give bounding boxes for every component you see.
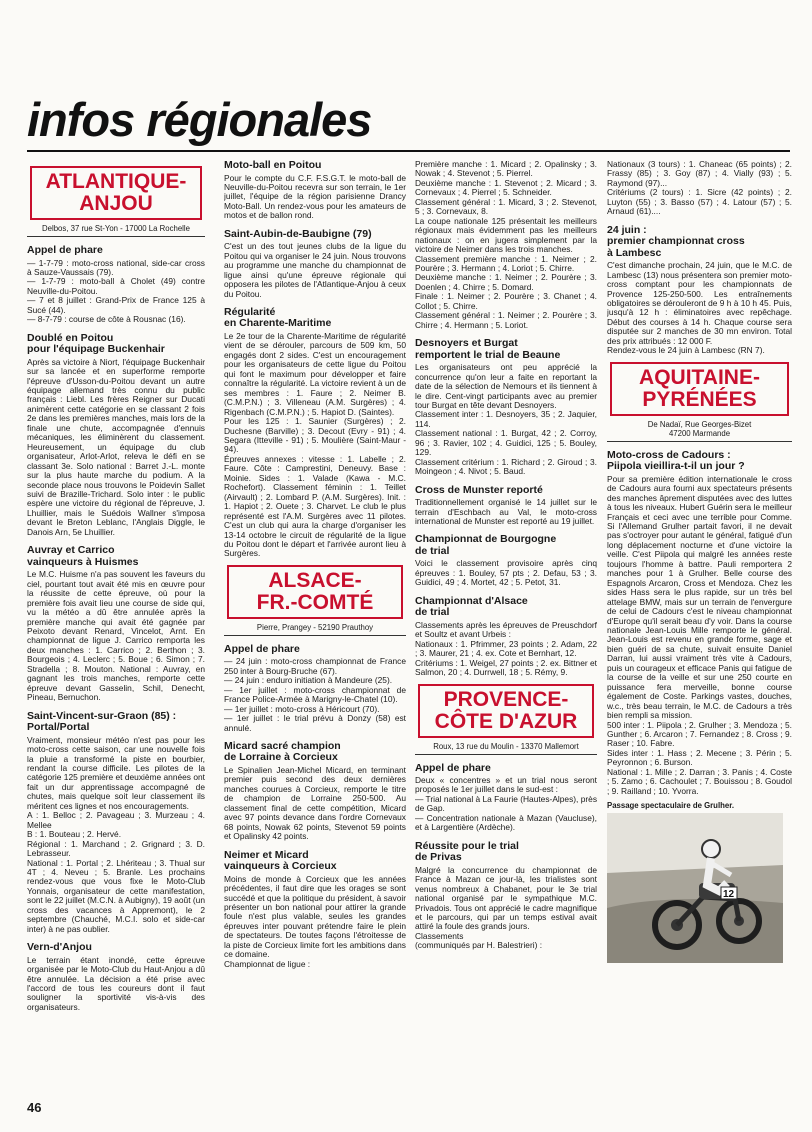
article-body: Traditionnellement organisé le 14 juillet sur le terrain d'Eschbach au Val, le moto-cross international de Munster est reporté au 19 juillet. (415, 497, 597, 526)
page-number: 46 (27, 1100, 42, 1115)
region-header-provence-cote-azur: PROVENCE- CÔTE D'AZUR (418, 684, 594, 738)
article-body: Malgré la concurrence du championnat de France à Mazan ce jour-là, les trialistes sont venus nombreux à Chabanet, pour le 3e trial national organisé par le sympathique M.C. Privadois. Tous ont apprécié le cadre magnifique et le parcours, qui par un temps estival avait attiré la foule des grands jours. Classements (communiqués par H. Balestrieri) : (415, 864, 597, 951)
article-list (415, 763, 597, 951)
article-heading: Micard sacré champion de Lorraine à Corcieux (224, 739, 341, 764)
article-list (607, 160, 792, 356)
article-heading: Vern-d'Anjou (27, 941, 92, 954)
article-body: Pour le compte du C.F. F.S.G.T. le moto-ball de Neuville-du-Poitou recevra sur son terrain, le 1er juillet, l'équipe de la région parisienne Drancy Moto-Ball. Un rendez-vous pour les amateurs de motos et de ballon rond. (224, 172, 406, 221)
article-heading: Moto-cross de Cadours : Piipola vieillira-t-il un jour ? (607, 448, 745, 473)
region-address: Pierre, Prangey - 52190 Prauthoy (224, 623, 406, 636)
article-body: — 1-7-79 : moto-cross national, side-car cross à Sauze-Vaussais (79). — 1-7-79 : moto-ball à Cholet (49) contre Neuville-du-Poitou. — 7 et 8 juillet : Grand-Prix de France 125 à Sucé (44). — 8-7-79 : course de côte à Rousnac (16). (27, 257, 205, 325)
article-heading: Régularité en Charente-Maritime (224, 305, 332, 330)
motocross-photo (607, 813, 783, 963)
article-body: C'est dimanche prochain, 24 juin, que le M.C. de Lambesc (13) nous présentera son premier moto-cross comptant pour les championnats de Provence 125-250-500. Les entraînements obligatoires se dérouleront de 9 h à 10 h 45. Puis, jusqu'à 12 h : éliminatoires avec repêchage. Début des courses à 14 h. Chaque course sera disputée sur 2 manches de 30 mn environ. Total des prix attribués : 12 000 F. Rendez-vous le 24 juin à Lambesc (RN 7). (607, 260, 792, 356)
article-heading: Doublé en Poitou pour l'équipage Buckenhair (27, 331, 165, 356)
column-2 (224, 160, 406, 972)
article-body: Les organisateurs ont peu apprécié la concurrence qu'on leur a faite en reportant la date de la sélection de Nemours et ils tiennent à le dire. Cent-vingt participants avec au premier tour Burgat en tête devant Desnoyers. Classement inter : 1. Desnoyers, 35 ; 2. Jaquier, 114. Classement national : 1. Burgat, 42 ; 2. Corroy, 96 ; 3. Ravier, 102 ; 4. Guidici, 125 ; 5. Bouley, 129. Classement critérium : 1. Richard ; 2. Giroud ; 3. Moingeon ; 4. Nivot ; 5. Baud. (415, 362, 597, 477)
article-list (415, 160, 597, 678)
article-body: — 24 juin : moto-cross championnat de France 250 inter à Bourg-Bruche (67). — 24 juin : enduro initiation à Mandeure (25). — 1er juillet : moto-cross championnat de France Police-Armée à Marigny-le-Chatel (10). — 1er juillet : moto-cross à Héricourt (70). — 1er juillet : le trial prévu à Donzy (58) est annulé. (224, 656, 406, 733)
article-heading: Neimer et Micard vainqueurs à Corcieux (224, 848, 337, 873)
region-address: Roux, 13 rue du Moulin - 13370 Mallemort (415, 742, 597, 755)
article-body: C'est un des tout jeunes clubs de la ligue du Poitou qui va organiser le 24 juin. Nous trouvons au programme une manche du championnat de ligue ainsi qu'une épreuve régionale qui opposera les pilotes de l'Atlantique-Anjou à ceux du Poitou. (224, 241, 406, 299)
article-heading: Saint-Aubin-de-Baubigne (79) (224, 227, 372, 240)
article-body: Le terrain étant inondé, cette épreuve organisée par le Moto-Club du Haut-Anjou a dû être annulée. La décision a été prise avec l'accord de tous les coureurs dont il faut souligner la sportivité vis-à-vis des organisateurs. (27, 954, 205, 1012)
photo-caption: Passage spectaculaire de Grulher. (607, 801, 734, 811)
article-heading: Auvray et Carrico vainqueurs à Huismes (27, 544, 139, 568)
article-list (607, 450, 792, 796)
article-body: Pour sa première édition internationale le cross de Cadours aura fourni aux spectateurs présents des manches âprement disputées avec des luttes à tous les niveaux. Hubert Guérin sera le meilleur Français et ceci avec une terrible pour Comme. Si l'Allemand Grulher partait favori, il ne devait pas s'octroyer pour autant le général, fatigué d'un long déplacement nocturne et d'une victoire la veille. C'est Piipola qui malgré les années reste toujours l'homme à battre. Pauli remportera 2 manches pour 1 à Grulher. Belle course des Espagnols Arcaron, Cross et Mendoza. Chez les sides Hass sera le plus rapide, sur un très bel attelage BMW, mais sur un terrain de l'envergure de celui de Cadours c'est le niveau championnat d'Europe qu'il serait beau d'y voir. Dans la course nationale Jean-Louis Mille remporte le général. Jean-Louis est revenu en grande forme, sage et bien guéri de sa chute, suivait ensuite Daniel Darran, lui aussi vraiment très vite à Cadours, puis un courageux et efficace Panis qui fatigue de la course de la veille et sur une 250 courte en puissance fera merveille, bonne course également de Coste. Parkings vastes, douches, w.c., très beau terrain, le M.C. de Cadours a très bien rempli sa mission. 500 inter : 1. Piipola ; 2. Grulher ; 3. Mendoza ; 5. Gunther ; 6. Arcaron ; 7. Fernandez ; 8. Cross ; 9. Raser ; 10. Fabre. Sides inter : 1. Hass ; 2. Mecene ; 3. Périn ; 5. Peyronnon ; 6. Burson. National : 1. Mille ; 2. Darran ; 3. Panis ; 4. Coste ; 5. Zamo ; 6. Cachoulet ; 7. Bouissou ; 8. Goudol ; 9. Railland ; 10. Yvorra. (607, 473, 792, 796)
title-rule (27, 150, 790, 152)
column-4 (607, 160, 792, 963)
motocross-rider-illustration (607, 813, 783, 963)
rider-number: 12 (723, 889, 735, 901)
article-list (27, 245, 205, 1012)
article-heading: Appel de phare (224, 642, 300, 655)
article-body: Le Spinalien Jean-Michel Micard, en terminant premier puis second des deux dernières manches courues à Corcieux, remporte le titre de champion de Lorraine 250-500. Au classement final de cette compétition, Micard avec 97 points devance dans l'ordre Cornevaux 68 points, Nowak 62 points, Stevenot 59 points et Opalinsky 42 points. (224, 764, 406, 842)
region-address: Delbos, 37 rue St-Yon - 17000 La Rochelle (27, 224, 205, 237)
article-heading: Réussite pour le trial de Privas (415, 839, 519, 864)
article-body: Classements après les épreuves de Preuschdorf et Soultz et avant Urbeis : Nationaux : 1. Pfrimmer, 23 points ; 2. Adam, 22 ; 3. Maurer, 21 ; 4. ex. Cote et Bernhart, 12. Critériums : 1. Weigel, 27 points ; 2. ex. Bittner et Salmon, 20 ; 4. Durrwell, 18 ; 5. Rémy, 9. (415, 619, 597, 678)
article-heading: Appel de phare (27, 244, 103, 256)
region-address: De Nadaï, Rue Georges-Bizet 47200 Marmande (607, 420, 792, 442)
article-heading: Appel de phare (415, 761, 491, 774)
article-list (224, 644, 406, 969)
region-header-atlantique-anjou: ATLANTIQUE- ANJOU (30, 166, 202, 220)
article-body: Nationaux (3 tours) : 1. Chaneac (65 points) ; 2. Frassy (85) ; 3. Goy (87) ; 4. Vially (93) ; 5. Raymond (97)... Critériums (2 tours) : 1. Sicre (42 points) ; 2. Luyton (55) ; 3. Basso (57) ; 4. Latour (57) ; 5. Arnaud (61).... (607, 160, 792, 217)
article-body: Le M.C. Huisme n'a pas souvent les faveurs du ciel, pourtant tout avait été mis en œuvre pour la réussite de cette épreuve, où pour la première fois avait lieu une course de side qui, vu la météo a dû être annulée après la première manche qui avait été gagnée par Peixoto devant Renard, Vincelot, Arnt. En championnat de ligue J. Carrico remporta les deux manches : 1. Carrico ; 2. Berthon ; 3. Bourgeois ; 4. Leclerc ; 5. Boue ; 6. Simon ; 7. Stradella ; 8. Mouton. National : Auvray, en gagnant les trois manches, remporte cette épreuve devant Gasselin, Schil, Denecht, Pineau, Bernuchon. (27, 569, 205, 703)
article-heading: Saint-Vincent-sur-Graon (85) : Portal/Portal (27, 709, 177, 734)
article-heading: Moto-ball en Poitou (224, 160, 322, 171)
article-heading: Desnoyers et Burgat remportent le trial de Beaune (415, 337, 561, 361)
article-list (224, 160, 406, 559)
article-body: Première manche : 1. Micard ; 2. Opalinsky ; 3. Nowak ; 4. Stevenot ; 5. Pierrel. Deuxième manche : 1. Stevenot ; 2. Micard ; 3. Cornevaux ; 4. Pierrel ; 5. Schneider. Classement général : 1. Micard, 3 ; 2. Stevenot, 5 ; 3. Cornevaux, 8. La coupe nationale 125 présentait les meilleurs régionaux mais évidemment pas les meilleurs nationaux : on en jugera simplement par la victoire de Neimer dans les trois manches. Classement première manche : 1. Neimer ; 2. Pourère ; 3. Hermann ; 4. Loriot ; 5. Chirre. Deuxième manche : 1. Neimer ; 2. Pourère ; 3. Doenlen ; 4. Chirre ; 5. Domard. Finale : 1. Neimer ; 2. Pourère ; 3. Chanet ; 4. Collot ; 5. Chirre. Classement général : 1. Neimer ; 2. Pourère ; 3. Chirre ; 4. Hermann ; 5. Loriot. (415, 160, 597, 330)
column-3 (415, 160, 597, 954)
column-1 (27, 160, 205, 1015)
article-heading: Championnat de Bourgogne de trial (415, 533, 557, 557)
article-body: Deux « concentres » et un trial nous seront proposés le 1er juillet dans le sud-est : — Trial national à La Faurie (Hautes-Alpes), près de Gap. — Concentration nationale à Mazan (Vaucluse), et à Largentière (Ardèche). (415, 775, 597, 833)
region-header-aquitaine-pyrenees: AQUITAINE- PYRÉNÉES (610, 362, 789, 416)
page-title: infos régionales (27, 93, 372, 146)
article-body: Après sa victoire à Niort, l'équipage Buckenhair sur sa lancée et en superforme remporte l'épreuve d'Usson-du-Poitou devant un autre équipage allemand très connu du public français : Liebl. Les frères Reigner sur Ducati animèrent cette catégorie en se classant 2 fois 2e dans les premières manches, mais lors de la finale une chute, accompagnée d'ennuis mécaniques, les éliminèrent du classement. Heureusement, un équipage du club organisateur, Arlot-Arlot, releva le défi en se classant 3e. Solo national : Barret J.-L. monte sur la plus haute marche du podium. A la seconde place nous trouvons le Poidevin Sallet suivi de Brazille-Trichard. Solo inter : le public espère une victoire du régional de l'épreuve, J. Lhuillier, mais le Suédois Wallner s'imposa devant le Breton Leblanc, l'Anglais Diggle, le Danois Arn, 5e Lhuillier. (27, 356, 205, 537)
article-heading: Championnat d'Alsace de trial (415, 594, 528, 619)
article-body: Voici le classement provisoire après cinq épreuves : 1. Bouley, 57 pts ; 2. Defau, 53 ; 3. Guidici, 49 ; 4. Mortet, 42 ; 5. Petot, 31. (415, 558, 597, 588)
article-body: Le 2e tour de la Charente-Maritime de régularité vient de se dérouler, parcours de 509 km, 50 engagés dont 2 sides. C'est un encouragement pour les organisateurs de cette ligue du Poitou qui font le maximum pour développer et faire connaître la régularité. La victoire revient à un de ses membres : 1. Faure ; 2. Neimer B. (C.M.P.N.) ; 3. Villeneau (A.M. Surgères) ; 4. Rigenbach (C.M.P.N.) ; 5. Hapiot D. (Saintes). Pour les 125 : 1. Saunier (Surgères) ; 2. Duchesne (Barville) ; 3. Decout (Evry - 91) ; 4. Segara (Itteville - 91) ; 5. Moulière (Saint-Maur - 94). Épreuves annexes : vitesse : 1. Labelle ; 2. Faure. Côte : Camprestini, Deneuvy. Base : Moinie. Sides : 1. Valade (Kawa - M.C. Rochefort). Classement féminin : 1. Teillet (Airvault) ; 2. Lombard P. (A.M. Surgères). Init. : 1. Hapiot ; 2. Ouete ; 3. Charvet. Le club le plus représenté est l'A.M. Surgères avec 11 pilotes. C'est un club qui aura la charge d'organiser les 13-14 octobre le circuit de régularité de la ligue du Poitou dont le départ et l'arrivée auront lieu à Surgères. (224, 330, 406, 559)
article-body: Moins de monde à Corcieux que les années précédentes, il faut dire que les orages se sont succédé et que la politique du président, à savoir présenter un bon national pour attirer la grande foule n'est plus valable, seules les grandes épreuves inter pouvant prétendre faire le plein de spectateurs. De toutes façons l'étroitesse de la piste de Corcieux limite fort les ambitions dans ce domaine. Championnat de ligue : (224, 873, 406, 969)
article-heading: 24 juin : premier championnat cross à Lambesc (607, 223, 745, 259)
article-heading: Cross de Munster reporté (415, 483, 543, 496)
region-header-alsace-franche-comte: ALSACE- FR.-COMTÉ (227, 565, 403, 619)
article-body: Vraiment, monsieur météo n'est pas pour les moto-cross cette saison, car une nouvelle fois la pluie a transformé la piste en bourbier, rendant la course difficile. Les pilotes de la catégorie 125 première et deuxième années ont fait un dur apprentissage accompagné de chutes, mais quelque soit leur classement ils méritent ces lignes et nos encouragements. A : 1. Belloc ; 2. Pavageau ; 3. Murzeau ; 4. Mellee B : 1. Bouteau ; 2. Hervé. Régional : 1. Marchand ; 2. Grignard ; 3. D. Lebrasseur. National : 1. Portal ; 2. Lhériteau ; 3. Thual sur 4T ; 4. Neveu ; 5. Branle. Les prochains rendez-vous que vous fixe le Moto-Club Yonnais, organisateur de cette manifestation, sont le 22 juillet (M.C.N. à Aubigny), 19 août (un cross des vacances à Appremont), le 2 septembre (Chauché, M.C.I. solo et side-car inter) à ne pas oublier. (27, 734, 205, 934)
